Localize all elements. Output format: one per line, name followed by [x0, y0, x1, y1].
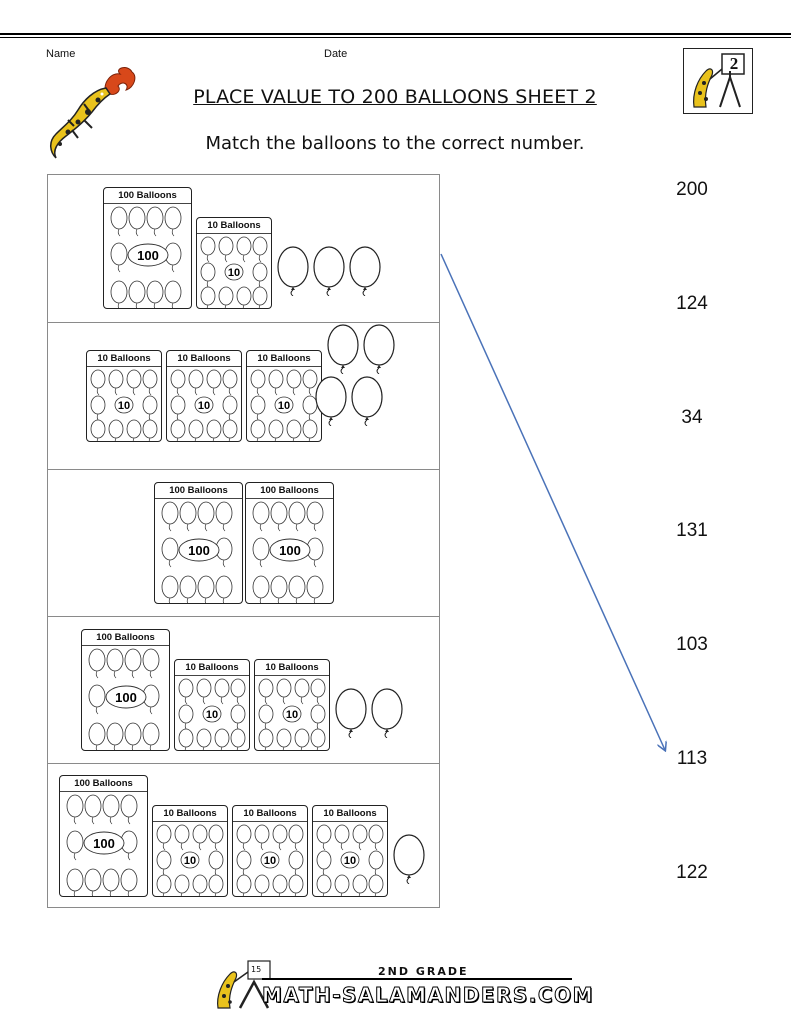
single-balloon	[276, 246, 310, 300]
card-caption: 10 Balloons	[153, 806, 227, 822]
answer-number[interactable]: 113	[676, 748, 708, 769]
top-rule-thin	[0, 37, 791, 38]
ten-balloons-art	[153, 822, 227, 897]
svg-text:100: 100	[115, 690, 137, 705]
answer-number[interactable]: 200	[676, 179, 708, 200]
ten-balloons-card	[86, 350, 162, 442]
single-balloon	[334, 688, 368, 742]
ten-balloons-art	[247, 367, 321, 442]
answer-number[interactable]: 122	[676, 861, 708, 883]
arrow-line	[441, 254, 665, 750]
ten-balloons-art	[233, 822, 307, 897]
single-balloon	[370, 688, 404, 742]
footer-grade: 2ND GRADE	[378, 965, 469, 978]
single-balloon	[326, 324, 360, 378]
name-label: Name	[46, 48, 76, 60]
ten-balloons-art	[175, 676, 249, 751]
hundred-balloons-card	[59, 775, 148, 897]
ten-balloons-card	[312, 805, 388, 897]
ten-balloons-art	[87, 367, 161, 442]
ten-balloons-art	[167, 367, 241, 442]
hundred-balloons-card	[81, 629, 170, 751]
card-caption: 100 Balloons	[104, 188, 191, 204]
svg-text:10: 10	[263, 855, 277, 867]
svg-text:100: 100	[93, 836, 115, 851]
svg-text:10: 10	[197, 400, 211, 412]
single-balloon	[314, 376, 348, 430]
instruction-text: Match the balloons to the correct number.	[205, 133, 585, 154]
card-caption: 10 Balloons	[167, 351, 241, 367]
card-caption: 10 Balloons	[233, 806, 307, 822]
answer-number[interactable]: 34	[681, 406, 703, 428]
single-balloon	[350, 376, 384, 430]
balloon-row-3[interactable]	[48, 470, 439, 617]
answer-number[interactable]: 103	[676, 634, 708, 656]
card-caption: 100 Balloons	[155, 483, 242, 499]
svg-text:10: 10	[277, 400, 291, 412]
hundred-balloons-art	[246, 499, 333, 604]
grade-badge	[683, 48, 753, 114]
salamander-logo	[44, 64, 140, 164]
page-title: PLACE VALUE TO 200 BALLOONS SHEET 2	[193, 86, 597, 108]
hundred-balloons-art	[82, 646, 169, 751]
hundred-balloons-art	[155, 499, 242, 604]
ten-balloons-card	[232, 805, 308, 897]
footer-calendar-text: 15	[251, 965, 262, 974]
ten-balloons-card	[196, 217, 272, 309]
card-caption: 100 Balloons	[246, 483, 333, 499]
svg-text:10: 10	[183, 855, 197, 867]
ten-balloons-card	[174, 659, 250, 751]
footer-site-link[interactable]: MATH-SALAMANDERS.COM	[262, 983, 594, 1007]
single-balloon	[362, 324, 396, 378]
ten-balloons-card	[254, 659, 330, 751]
svg-text:10: 10	[117, 400, 131, 412]
card-caption: 100 Balloons	[82, 630, 169, 646]
single-balloon	[312, 246, 346, 300]
svg-text:100: 100	[137, 248, 159, 263]
svg-text:100: 100	[188, 543, 210, 558]
svg-text:10: 10	[205, 709, 219, 721]
ten-balloons-art	[313, 822, 387, 897]
date-label: Date	[324, 48, 348, 60]
card-caption: 10 Balloons	[255, 660, 329, 676]
top-rule	[0, 33, 791, 35]
ten-balloons-card	[166, 350, 242, 442]
svg-text:10: 10	[343, 855, 357, 867]
single-balloon	[392, 834, 426, 888]
ten-balloons-card	[152, 805, 228, 897]
card-caption: 10 Balloons	[175, 660, 249, 676]
answer-number[interactable]: 131	[676, 520, 708, 542]
hundred-balloons-art	[104, 204, 191, 309]
svg-text:10: 10	[227, 267, 241, 279]
ten-balloons-art	[255, 676, 329, 751]
card-caption: 10 Balloons	[197, 218, 271, 234]
ten-balloons-card	[246, 350, 322, 442]
ten-balloons-art	[197, 234, 271, 309]
answer-number[interactable]: 124	[676, 292, 708, 314]
hundred-balloons-card	[154, 482, 243, 604]
hundred-balloons-art	[60, 792, 147, 897]
card-caption: 10 Balloons	[313, 806, 387, 822]
badge-digit: 2	[729, 54, 739, 73]
card-caption: 10 Balloons	[87, 351, 161, 367]
hundred-balloons-card	[103, 187, 192, 309]
hundred-balloons-card	[245, 482, 334, 604]
footer-divider	[262, 978, 572, 980]
card-caption: 100 Balloons	[60, 776, 147, 792]
single-balloon	[348, 246, 382, 300]
svg-text:100: 100	[279, 543, 301, 558]
svg-text:10: 10	[285, 709, 299, 721]
card-caption: 10 Balloons	[247, 351, 321, 367]
